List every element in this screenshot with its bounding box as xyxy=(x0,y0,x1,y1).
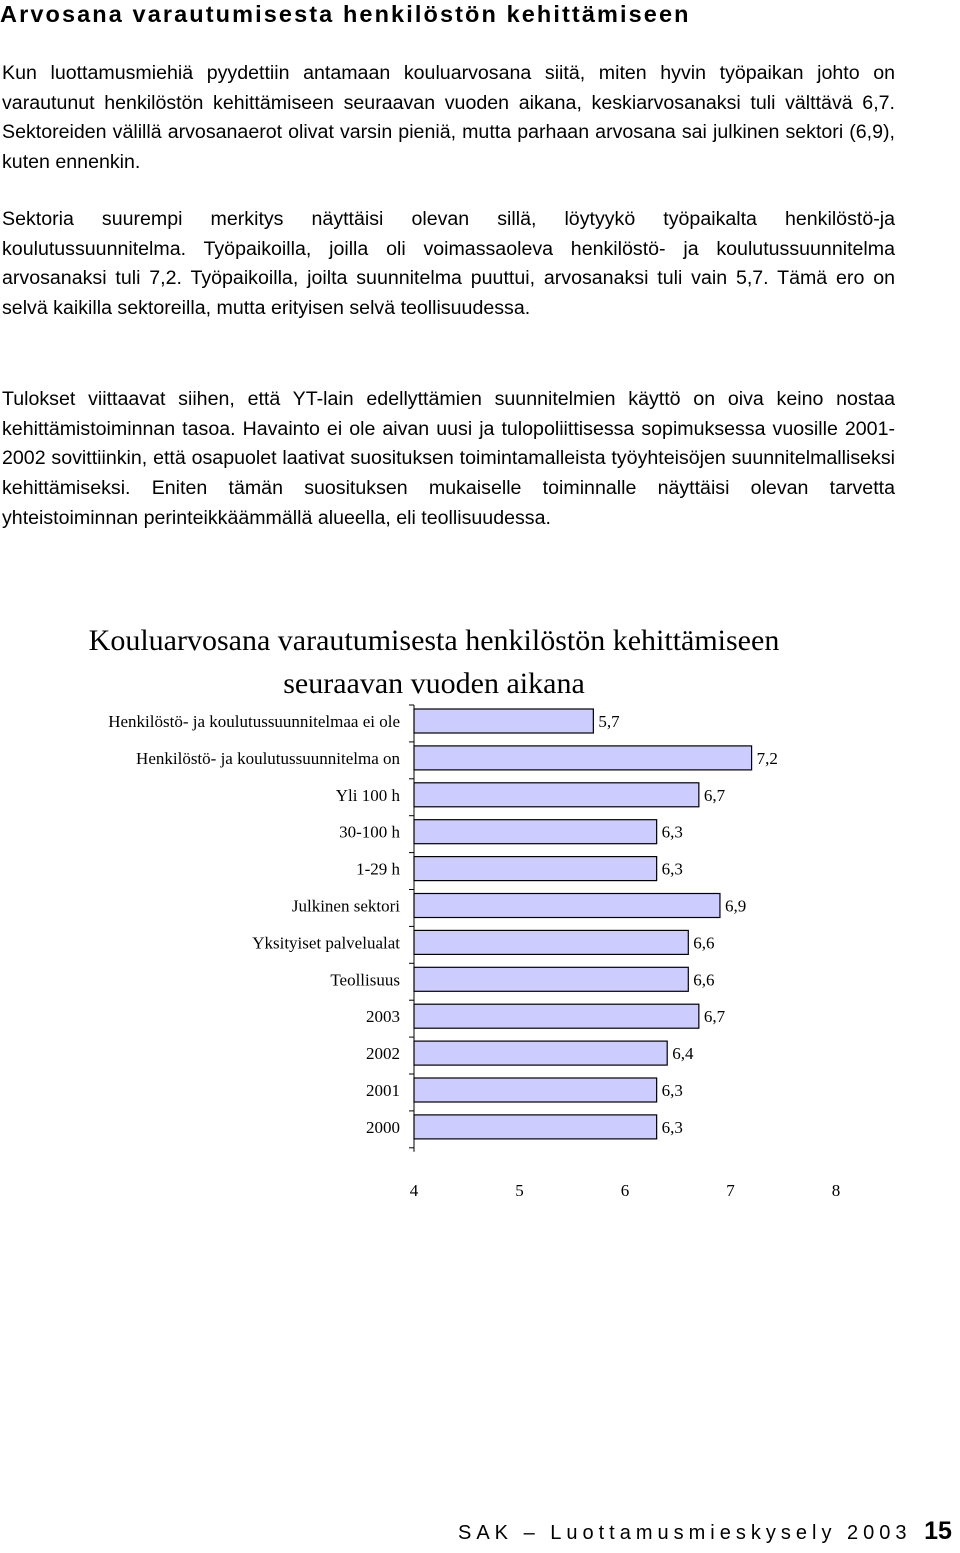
data-label: 6,3 xyxy=(661,859,683,879)
page-number: 15 xyxy=(924,1517,952,1545)
category-label: 1-29 h xyxy=(356,859,400,879)
bar xyxy=(414,1041,667,1065)
bar xyxy=(414,746,752,770)
data-label: 5,7 xyxy=(598,712,620,731)
x-tick-label: 6 xyxy=(620,1180,630,1200)
data-label: 7,2 xyxy=(756,748,778,768)
paragraph-2: Sektoria suurempi merkitys näyttäisi olevan sillä, löytyykö työpaikalta henkilöstö-ja koulutussuunnitelma. Työpaikoilla, joilla oli voimassaoleva henkilöstö- ja koulutussuunnitelma arvosanaksi tuli 7,2. Työpaikoilla, joilta suunnitelma puuttui, arvosanaksi tuli vain 5,7. Tämä ero on selvä kaikilla sektoreilla, mutta erityisen selvä teollisuudessa. xyxy=(2,208,895,320)
category-label: 2000 xyxy=(366,1117,400,1137)
chart-title-line-2: seuraavan vuoden aikana xyxy=(283,667,585,700)
bar xyxy=(414,857,657,881)
data-label: 6,3 xyxy=(661,1081,683,1100)
category-label: Henkilöstö- ja koulutussuunnitelma on xyxy=(136,748,400,768)
bar xyxy=(414,1004,699,1028)
page-heading: Arvosana varautumisesta henkilöstön kehittämiseen xyxy=(0,1,691,27)
bar-chart xyxy=(0,700,960,1210)
data-label: 6,3 xyxy=(661,1117,683,1137)
bar xyxy=(414,1115,657,1139)
category-label: Yksityiset palvelualat xyxy=(252,933,400,953)
bar xyxy=(414,967,688,991)
page-footer xyxy=(458,1517,952,1546)
data-label: 6,9 xyxy=(724,896,747,916)
data-label: 6,3 xyxy=(661,822,683,842)
x-tick-label: 4 xyxy=(409,1180,419,1200)
data-label: 6,7 xyxy=(703,785,726,805)
bar xyxy=(414,709,593,733)
chart-title xyxy=(0,619,868,705)
x-tick-label: 7 xyxy=(726,1180,735,1200)
x-tick-label: 5 xyxy=(515,1180,524,1200)
x-tick-label: 8 xyxy=(831,1180,841,1200)
category-label: 2001 xyxy=(366,1081,400,1100)
paragraph-3: Tulokset viittaavat siihen, että YT-lain edellyttämien suunnitelmien käyttö on oiva keino nostaa kehittämistoiminnan tasoa. Havainto ei ole aivan uusi ja tulopoliittisessa sopimuksessa vuosille 2001-2002 sovittiinkin, että osapuolet laativat suosituksen toimintamalleista työyhteisöjen suunnitelmalliseksi kehittämiseksi. Eniten tämän suosituksen mukaiselle toiminnalle näyttäisi olevan tarvetta yhteistoiminnan perinteikkäämmällä alueella, eli teollisuudessa. xyxy=(2,388,895,529)
bar xyxy=(414,820,657,844)
category-label: 30-100 h xyxy=(339,822,400,842)
bar xyxy=(414,930,688,954)
footer-text: SAK – Luottamusmieskysely 2003 xyxy=(458,1522,912,1544)
data-label: 6,7 xyxy=(703,1007,726,1027)
category-label: 2002 xyxy=(366,1044,400,1064)
data-label: 6,4 xyxy=(672,1044,694,1064)
data-label: 6,6 xyxy=(693,970,715,990)
category-label: Julkinen sektori xyxy=(291,896,400,916)
bar xyxy=(414,894,720,918)
bar xyxy=(414,783,699,807)
paragraph-1: Kun luottamusmiehiä pyydettiin antamaan kouluarvosana siitä, miten hyvin työpaikan johto on varautunut henkilöstön kehittämiseen seuraavan vuoden aikana, keskiarvosanaksi tuli välttävä 6,7. Sektoreiden välillä arvosanaerot olivat varsin pieniä, mutta parhaan arvosana sai julkinen sektori (6,9), kuten ennenkin. xyxy=(2,62,895,174)
bar xyxy=(414,1078,657,1102)
category-label: Henkilöstö- ja koulutussuunnitelmaa ei ole xyxy=(108,712,400,731)
category-label: Yli 100 h xyxy=(335,785,400,805)
chart-title-line-1: Kouluarvosana varautumisesta henkilöstön kehittämiseen xyxy=(88,624,780,657)
category-label: Teollisuus xyxy=(330,970,400,990)
data-label: 6,6 xyxy=(693,933,715,953)
category-label: 2003 xyxy=(366,1007,400,1027)
